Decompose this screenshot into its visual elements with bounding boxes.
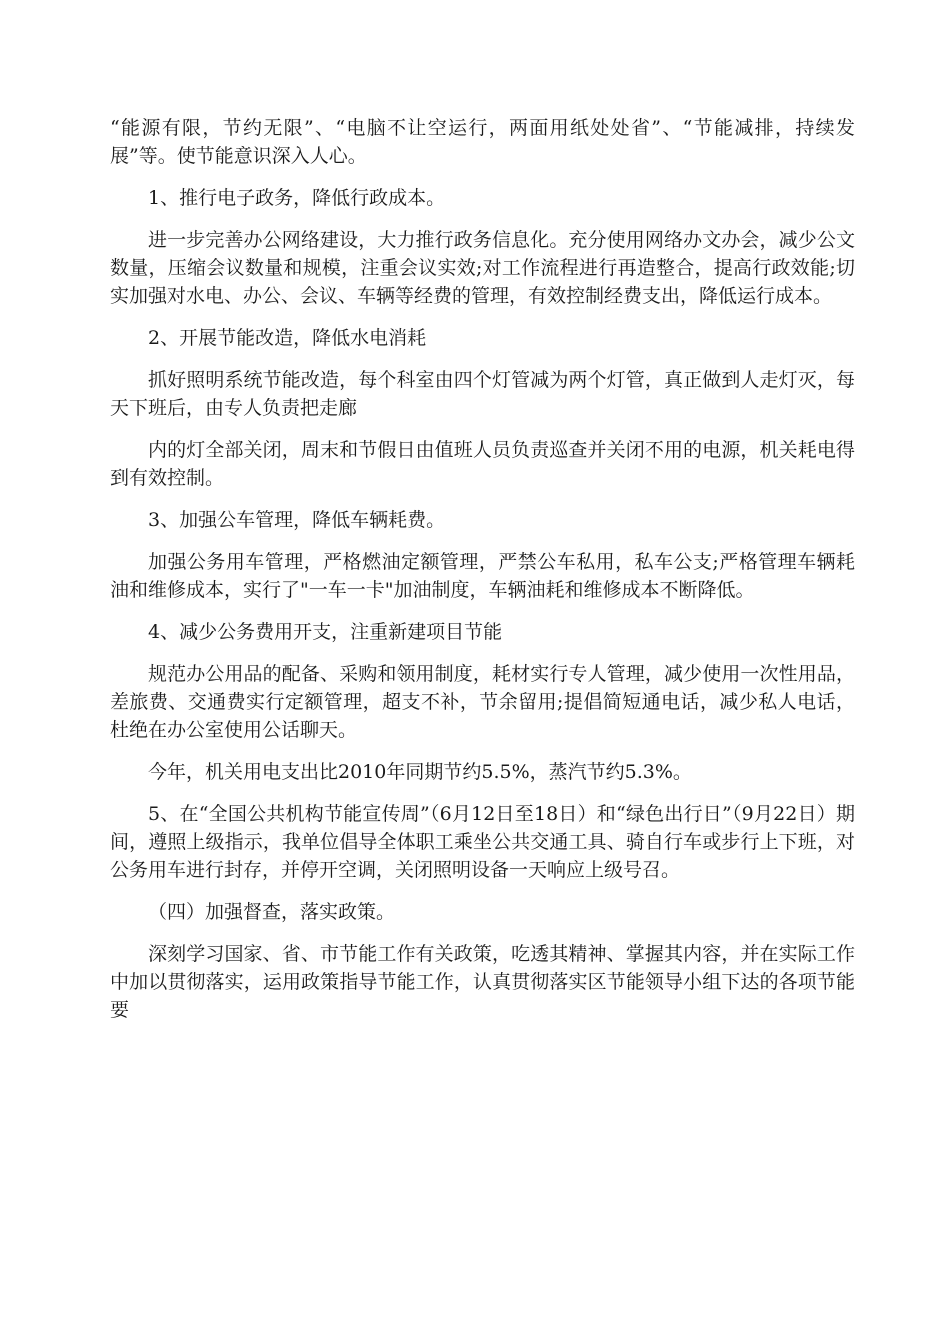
heading-supervision: （四）加强督查，落实政策。 — [148, 901, 396, 923]
paragraph-e-government: 进一步完善办公网络建设，大力推行政务信息化。充分使用网络办文办会，减少公文数量，压缩会议数量和规模，注重会议实效;对工作流程进行再造整合，提高行政效能;切实加强对水电、办公、会议、车辆等经费的管理，有效控制经费支出，降低运行成本。 — [110, 229, 855, 307]
heading-energy-retrofit: 2、开展节能改造，降低水电消耗 — [148, 327, 427, 349]
paragraph-green-travel: 5、在“全国公共机构节能宣传周”（6月12日至18日）和“绿色出行日”（9月22日）期间，遵照上级指示，我单位倡导全体职工乘坐公共交通工具、骑自行车或步行上下班，对公务用车进行封存，并停开空调，关闭照明设备一天响应上级号召。 — [110, 803, 855, 881]
heading-vehicle-management: 3、加强公车管理，降低车辆耗费。 — [148, 509, 446, 531]
heading-e-government: 1、推行电子政务，降低行政成本。 — [148, 187, 446, 209]
paragraph-lighting-retrofit: 抓好照明系统节能改造，每个科室由四个灯管减为两个灯管，真正做到人走灯灭，每天下班后，由专人负责把走廊 — [110, 369, 855, 419]
paragraph-slogans: “能源有限，节约无限”、“电脑不让空运行，两面用纸处处省”、“节能减排，持续发展”等。使节能意识深入人心。 — [110, 117, 855, 167]
paragraph-office-supplies: 规范办公用品的配备、采购和领用制度，耗材实行专人管理，减少使用一次性用品，差旅费、交通费实行定额管理，超支不补，节余留用;提倡简短通电话，减少私人电话，杜绝在办公室使用公话聊天。 — [110, 663, 855, 741]
paragraph-vehicle-management: 加强公务用车管理，严格燃油定额管理，严禁公车私用，私车公支;严格管理车辆耗油和维修成本，实行了"一车一卡"加油制度，车辆油耗和维修成本不断降低。 — [110, 551, 855, 601]
paragraph-savings-results: 今年，机关用电支出比2010年同期节约5.5%，蒸汽节约5.3%。 — [148, 761, 692, 783]
document-page — [110, 114, 855, 1038]
paragraph-policy-study: 深刻学习国家、省、市节能工作有关政策，吃透其精神、掌握其内容，并在实际工作中加以贯彻落实，运用政策指导节能工作，认真贯彻落实区节能领导小组下达的各项节能要 — [110, 943, 855, 1021]
paragraph-lighting-control: 内的灯全部关闭，周末和节假日由值班人员负责巡查并关闭不用的电源，机关耗电得到有效控制。 — [110, 439, 855, 489]
heading-reduce-expenses: 4、减少公务费用开支，注重新建项目节能 — [148, 621, 503, 643]
